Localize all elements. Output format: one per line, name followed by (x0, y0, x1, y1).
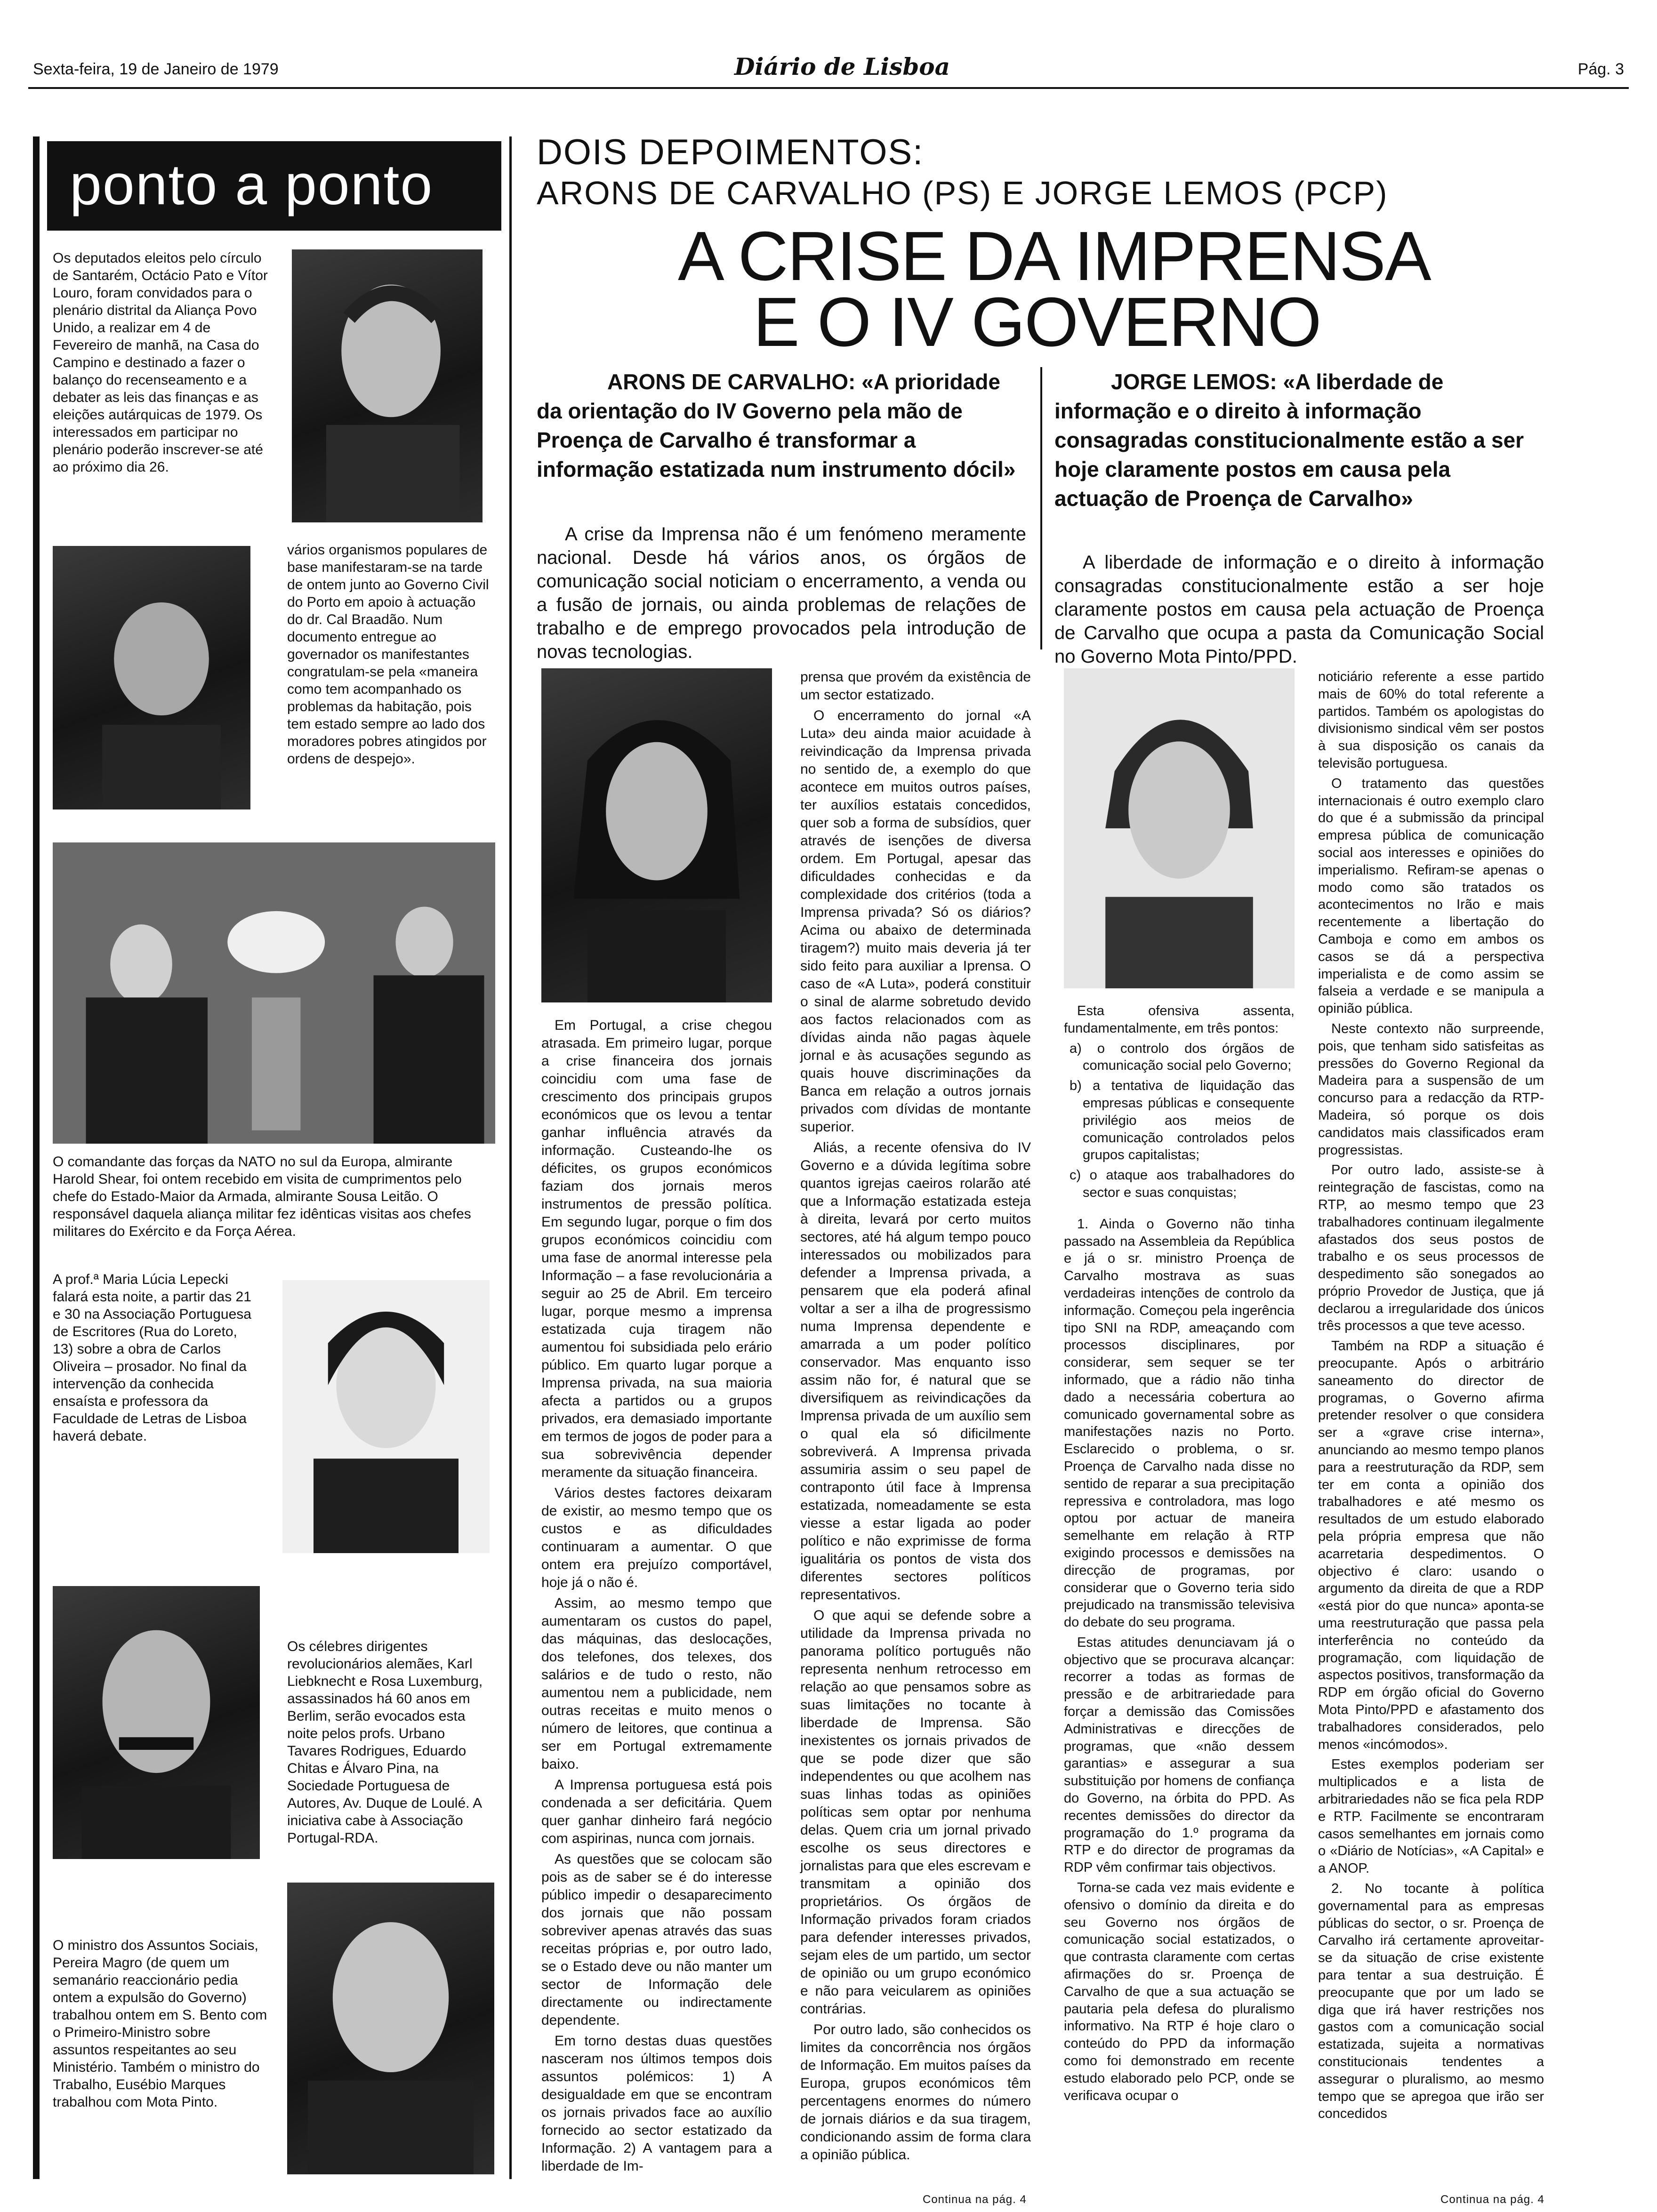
issue-date: Sexta-feira, 19 de Janeiro de 1979 (33, 60, 279, 78)
right-point-c: c) o ataque aos trabalhadores do sector e suas conquistas; (1070, 1168, 1295, 1200)
sidebar-photo-2 (53, 546, 250, 809)
sidebar-item-minister-text: O ministro dos Assuntos Sociais, Pereira Magro (de quem um semanário reaccionário pedia ontem a expulsão do Governo) trabalhou ontem em S. Bento com o Primeiro-Ministro sobre assuntos respeitantes ao seu Ministério. Também o ministro do Trabalho, Eusébio Marques trabalhou com Mota Pinto. (53, 1938, 267, 2110)
left-intro: A crise da Imprensa não é um fenómeno meramente nacional. Desde há vários anos, os órgãos de comunicação social noticiam o encerramento, a venda ou a fusão de jornais, ou ainda problemas de relações de trabalho e de emprego provocados pela introdução de novas tecnologias. (537, 524, 1026, 662)
sidebar-item-liebknecht-text: Os célebres dirigentes revolucionários alemães, Karl Liebknecht e Rosa Luxemburg, assassinados há 60 anos em Berlim, serão evocados esta noite pelos profs. Urbano Tavares Rodrigues, Eduardo Chitas e Álvaro Pina, na Sociedade Portuguesa de Autores, Av. Duque de Loulé. A iniciativa cabe à Associação Portugal-RDA. (287, 1639, 483, 1846)
right-col1-para-2: Estas atitudes denunciavam já o objectivo que se procurava alcançar: recorrer a todas as formas de pressão e de arbitrariedade para forçar a demissão das Comissões Administrativas e direcções de programas, que «não dessem garantias» e assegurar a sua substituição por homens de confiança do Governo, na órbita do PPD. As recentes demissões do director da programação do 1.º programa da RTP e do director de programas da RDP vêm confirmar tais objectivos. (1064, 1635, 1295, 1875)
right-col2-para-2: O tratamento das questões internacionais é outro exemplo claro do que é a submissão da principal empresa pública de comunicação social aos interesses e opiniões do imperialismo. Refiram-se apenas o modo como são tratados os acontecimentos no Irão e mais recentemente a libertação do Camboja e como em ambos os casos se dá a perspectiva imperialista e de como assim se falseia a verdade e se manipula a opinião pública. (1318, 776, 1544, 1017)
article-headline-2: E O IV GOVERNO (753, 283, 1321, 361)
sidebar-item-porto-text: vários organismos populares de base manifestaram-se na tarde de ontem junto ao Governo Civil do Porto em apoio à actuação do dr. Cal Braadão. Num documento entregue ao governador os manifestantes congratulam-se pela «maneira como tem acompanhado os problemas da habitação, pois tem estado sempre ao lado dos moradores pobres atingidos por ordens de despejo». (287, 542, 489, 767)
sidebar-item-nomination-text: Os deputados eleitos pelo círculo de Santarém, Octácio Pato e Vítor Louro, foram convidados para o plenário distrital da Aliança Povo Unido, a realizar em 4 de Fevereiro de manhã, na Casa do Campino e destinado a fazer o balanço do recenseamento e a debater as leis das finanças e as eleições autárquicas de 1979. Os interessados em participar no plenário poderão inscrever-se até ao próximo dia 26. (53, 250, 268, 475)
right-col2-para-6: Estes exemplos poderiam ser multiplicados e a lista de arbitrariedades não se fica pela RDP e RTP. Facilmente se encontraram casos semelhantes em jornais como o «Diário de Notícias», «A Capital» e a ANOP. (1318, 1757, 1544, 1876)
left-col2-para-5: Por outro lado, são conhecidos os limites da concorrência nos órgãos de Informação. Em muitos países da Europa, grupos económicos têm percentagens enormes do número de jornais diários e da sua tiragem, condicionando assim de forma clara a opinião pública. (800, 2022, 1031, 2163)
right-column-2 (1318, 668, 1544, 2125)
right-col2-para-4: Por outro lado, assiste-se à reintegração de fascistas, como na RTP, ao mesmo tempo que 23 trabalhadores continuam ilegalmente afastados dos seus postos de trabalho e os seus processos de despedimento são sonegados ao próprio Provedor de Justiça, que já declarou a irregularidade dos únicos três processos a que teve acesso. (1318, 1162, 1544, 1334)
right-point-a: a) o controlo dos órgãos de comunicação social pelo Governo; (1070, 1041, 1295, 1074)
page-number: Pág. 3 (1577, 60, 1624, 78)
sidebar-item-nato-text: O comandante das forças da NATO no sul da Europa, almirante Harold Shear, foi ontem recebido em visita de cumprimentos pelo chefe do Estado-Maior da Armada, almirante Sousa Leitão. O responsável daquela aliança militar fez idênticas visitas aos chefes militares do Exército e da Força Aérea. (53, 1154, 471, 1239)
right-point-b: b) a tentativa de liquidação das empresas públicas e consequente privilégio aos meios de comunicação controlados pelos grupos capitalistas; (1070, 1078, 1295, 1163)
sidebar-photo-6 (287, 1883, 494, 2174)
right-points-intro: Esta ofensiva assenta, fundamentalmente, em três pontos: (1064, 1003, 1295, 1036)
arons-photo (541, 668, 772, 1002)
left-lead: ARONS DE CARVALHO: «A prioridade da orientação do IV Governo pela mão de Proença de Carvalho é transformar a informação estatizada num instrumento dócil» (537, 369, 1016, 481)
left-col1-para-1: Em Portugal, a crise chegou atrasada. Em primeiro lugar, porque a crise financeira dos jornais coincidiu com uma fase de crescimento dos principais grupos económicos que os levou a tentar ganhar influência através da informação. Custeando-lhe os déficites, os grupos económicos faziam dos jornais meros instrumentos de pressão política. Em segundo lugar, porque o fim dos grupos económicos coincidiu com uma fase de anormal interesse pela Informação – a fase revolucionária a seguir ao 25 de Abril. Em terceiro lugar, porque mesmo a imprensa estatizada cuja tiragem não aumentou foi subsidiada pelo erário público. Em quarto lugar porque a Imprensa privada, na sua maioria afecta a partidos ou a grupos privados, era demasiado importante em termos de jogos de poder para a sua sobrevivência depender meramente da situação financeira. (541, 1018, 772, 1480)
left-col1-para-2: Vários destes factores deixaram de existir, ao mesmo tempo que os custos e as dificuldades continuaram a aumentar. O que ontem era prejuízo comportável, hoje já o não é. (541, 1485, 772, 1590)
right-col2-para-7: 2. No tocante à política governamental para as empresas públicas do sector, o sr. Proença de Carvalho irá certamente aproveitar-se da situação de crise existente para tentar a sua destruição. É preocupante que por um lado se diga que irá haver restrições nos gastos com a comunicação social estatizada, sujeita a normativas constitucionais tendentes a assegurar o pluralismo, ao mesmo tempo que se apregoa que irão ser concedidos (1318, 1881, 1544, 2122)
sidebar-photo-5 (53, 1586, 260, 1859)
right-col1-para-1: 1. Ainda o Governo não tinha passado na Assembleia da República e já o sr. ministro Proença de Carvalho mostrava as suas verdadeiras intenções de controlo da informação. Começou pela ingerência tipo SNI na RDP, ameaçando com processos disciplinares, por considerar, sem sequer se ter informado, que a rádio não tinha dado a necessária cobertura ao comunicado governamental sobre as manifestações nazis no Porto. Esclarecido o problema, o sr. Proença de Carvalho nada disse no sentido de reparar a sua precipitação repressiva e controladora, mas logo optou por actuar de maneira semelhante em relação à RTP exigindo processos e demissões na direcção de programas, por considerar que o Governo teria sido prejudicado na transmissão televisiva do debate do seu programa. (1064, 1216, 1295, 1630)
left-col2-para-2: O encerramento do jornal «A Luta» deu ainda maior acuidade à reivindicação da Imprensa privada no sentido de, a exemplo do que acontece em muitos outros países, ter auxílios estatais concedidos, quer sob a forma de subsídios, quer através de isenções de diversa ordem. Em Portugal, apesar das dificuldades conhecidas e da complexidade dos critérios (toda a Imprensa privada? Só os diários? Acima ou abaixo de determinada tiragem?) muito mais deveria já ter sido feito para auxiliar a Iprensa. O caso de «A Luta», poderá constituir o sinal de alarme sobretudo devido aos factos relacionados com as dívidas ainda não pagas àquele jornal e às acusações segundo as quais houve discriminações da Banca em relação a outros jornais privados com dívidas de montante superior. (800, 708, 1031, 1135)
left-col2-para-1: prensa que provém da existência de um sector estatizado. (800, 669, 1031, 703)
article-kicker-1: DOIS DEPOIMENTOS: (537, 132, 924, 172)
masthead: Diário de Lisboa (734, 53, 950, 80)
sidebar-photo-1 (292, 249, 483, 522)
right-col1-para-3: Torna-se cada vez mais evidente e ofensivo o domínio da direita e do seu Governo nos órgãos de comunicação social estatizados, o que contrasta claramente com certas afirmações do sr. Proença de Carvalho de que a sua actuação se pautaria pela defesa do pluralismo informativo. Na RTP é hoje claro o conteúdo do PPD da informação como foi demonstrado em recente estudo elaborado pelo PCP, onde se verificava ocupar o (1064, 1880, 1295, 2103)
sidebar-right-rule (509, 136, 512, 2179)
left-column-1 (541, 1017, 772, 2178)
sidebar-photo-4 (282, 1280, 490, 1553)
left-col1-para-5: As questões que se colocam são pois as de saber se é do interesse público impedir o desaparecimento dos jornais que não possam sobreviver apenas através das suas receitas próprias e, por outro lado, se o Estado deve ou não manter um sector de Informação dele directamente ou indirectamente dependente. (541, 1851, 772, 2028)
left-column-2 (800, 668, 1031, 2167)
left-col2-para-4: O que aqui se defende sobre a utilidade da Imprensa privada no panorama político português não representa nenhum retrocesso em relação ao que pensamos sobre as suas limitações no tocante à liberdade de Imprensa. São inexistentes os jornais privados de que se pode dizer que são independentes ou que acolhem nas suas linhas todas as opiniões políticas sem optar por nenhuma delas. Quem cria um jornal privado escolhe os seus directores e jornalistas para que eles escrevam e transmitam a opinião dos proprietários. Os órgãos de Informação privados foram criados para defender interesses privados, sejam eles de um partido, um sector de opinião ou um grupo económico e não para veicularem as opiniões contrárias. (800, 1608, 1031, 2017)
testimony-divider (1040, 367, 1042, 649)
article-kicker-2: ARONS DE CARVALHO (PS) E JORGE LEMOS (PCP) (537, 175, 1388, 211)
left-continued: Continua na pág. 4 (923, 2193, 1027, 2206)
article-headline-1: A CRISE DA IMPRENSA (678, 217, 1431, 295)
left-col1-para-3: Assim, ao mesmo tempo que aumentaram os custos do papel, das máquinas, das deslocações, dos telefones, dos telexes, dos salários e de tudo o resto, não aumentou nem a publicidade, nem outras receitas e muito menos o número de leitores, que continua a ser em Portugal extremamente baixo. (541, 1595, 772, 1772)
sidebar-left-rule (33, 136, 40, 2179)
left-col1-para-6: Em torno destas duas questões nasceram nos últimos tempos dois assuntos polémicos: 1) A desigualdade em que se encontram os jornais privados face ao auxílio fornecido ao sector estatizado da Informação. 2) A vantagem para a liberdade de Im- (541, 2033, 772, 2174)
right-continued: Continua na pág. 4 (1440, 2193, 1544, 2206)
sidebar-photo-3 (53, 842, 495, 1144)
right-col2-para-1: noticiário referente a esse partido mais de 60% do total referente a partidos. Também os apologistas do divisionismo sindical vêm ser postos à sua disposição os canais da televisão portuguesa. (1318, 669, 1544, 771)
left-col2-para-3: Aliás, a recente ofensiva do IV Governo e a dúvida legítima sobre quantos igrejas caeiros rolarão até que a Informação estatizada esteja à direita, levará por certo muitos sectores, até há algum tempo pouco interessados ou mobilizados para defender a Imprensa privada, a pensarem que ela poderá afinal voltar a ser a ilha de progressismo numa Imprensa dependente e amarrada a um poder político conservador. Mas enquanto isso assim não for, é natural que se diversifiquem as reivindicações da Imprensa privada de um auxílio sem o qual ela só dificilmente sobreviverá. A Imprensa privada assumiria assim o seu papel de contraponto útil face à Imprensa estatizada, nomeadamente se esta viesse a estar ligada ao poder político e não exprimisse de forma igualitária os pontos de vista dos diferentes sectores políticos representativos. (800, 1140, 1031, 1603)
right-col2-para-3: Neste contexto não surpreende, pois, que tenham sido satisfeitas as pressões do Governo Regional da Madeira para a suspensão de um concurso para a redacção da RTP-Madeira, só porque os dois candidatos mais classificados eram progressistas. (1318, 1021, 1544, 1158)
right-lead: JORGE LEMOS: «A liberdade de informação e o direito à informação consagradas constitucionalmente estão a ser hoje claramente postos em causa pela actuação de Proença de Carvalho» (1054, 369, 1524, 511)
lemos-photo (1064, 668, 1295, 988)
header-rule (28, 87, 1629, 89)
right-col2-para-5: Também na RDP a situação é preocupante. Após o arbitrário saneamento do director de programas, o Governo afirma pretender resolver o que considera ser a «grave crise interna», anunciando ao mesmo tempo planos para a reestruturação da RDP, sem ter em conta a opinião dos trabalhadores e até mesmo os resultados de um estudo elaborado pela própria empresa que não acarretaria despedimentos. O objectivo é claro: usando o argumento da direita de que a RDP «está pior do que nunca» aponta-se uma reestruturação que passa pela interferência no conteúdo da programação, com liquidação de aspectos positivos, transformação da RDP em órgão oficial do Governo Mota Pinto/PPD e afastamento dos trabalhadores considerados, pelo menos «incómodos». (1318, 1338, 1544, 1752)
left-col1-para-4: A Imprensa portuguesa está pois condenada a ser deficitária. Quem quer ganhar dinheiro fará negócio com aspirinas, nunca com jornais. (541, 1777, 772, 1846)
right-column-1 (1064, 1002, 1295, 2107)
sidebar-title: ponto a ponto (70, 152, 434, 216)
sidebar-item-lepecki-text: A prof.ª Maria Lúcia Lepecki falará esta noite, a partir das 21 e 30 na Associação Portuguesa de Escritores (Rua do Loreto, 13) sobre a obra de Carlos Oliveira – prosador. No final da intervenção da conhecida ensaísta e professora da Faculdade de Letras de Lisboa haverá debate. (53, 1272, 251, 1444)
right-intro: A liberdade de informação e o direito à informação consagradas constitucionalmente estão a ser hoje claramente postos em causa pela actuação de Proença de Carvalho que ocupa a pasta da Comunicação Social no Governo Mota Pinto/PPD. (1054, 552, 1544, 667)
sidebar-title-box (47, 141, 501, 231)
